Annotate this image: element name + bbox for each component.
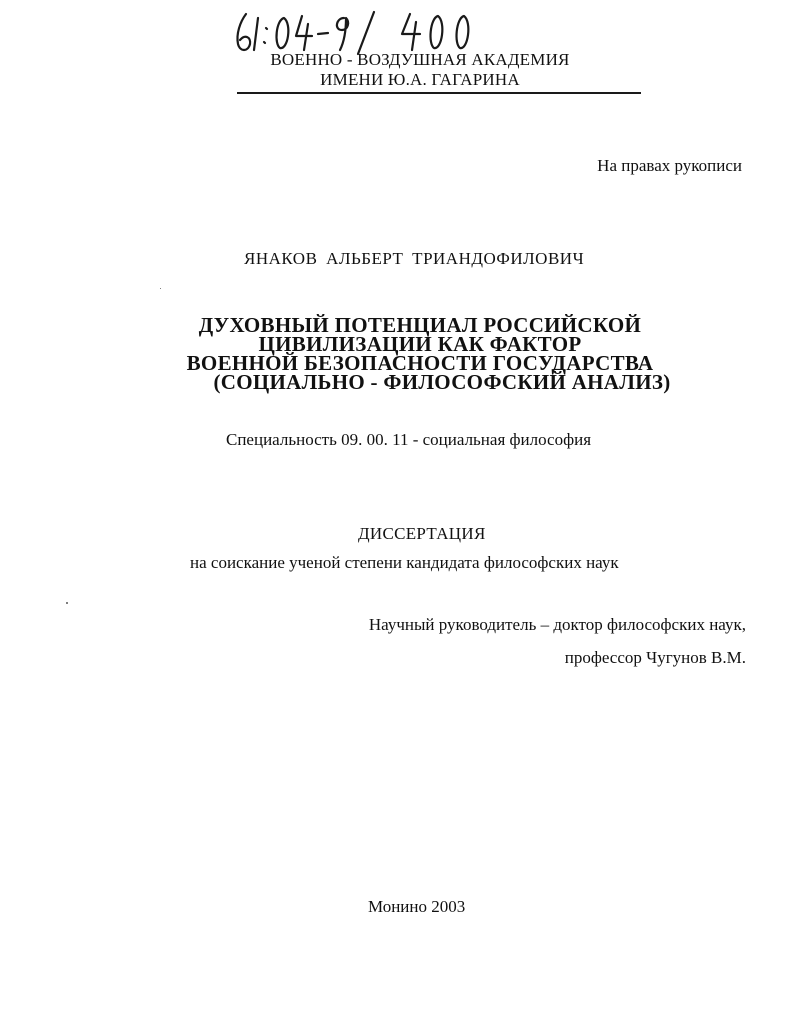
manuscript-rights-note: На правах рукописи bbox=[597, 156, 742, 175]
academy-line-2: ИМЕНИ Ю.А. ГАГАРИНА bbox=[320, 70, 520, 89]
advisor-line-1: Научный руководитель – доктор философских наук, bbox=[368, 615, 746, 634]
title-line-3: ВОЕННОЙ БЕЗОПАСНОСТИ ГОСУДАРСТВА bbox=[186, 351, 654, 375]
author-name: ЯНАКОВ АЛЬБЕРТ ТРИАНДОФИЛОВИЧ bbox=[244, 249, 585, 268]
speciality: Специальность 09. 00. 11 - социальная философия bbox=[226, 430, 592, 449]
title-line-2: ЦИВИЛИЗАЦИИ КАК ФАКТОР bbox=[258, 332, 582, 356]
header-rule bbox=[237, 92, 641, 94]
scan-speck bbox=[160, 288, 161, 289]
work-type: ДИССЕРТАЦИЯ bbox=[358, 524, 486, 543]
scan-speck bbox=[66, 602, 68, 604]
academy-name bbox=[230, 50, 610, 90]
advisor-line-2: профессор Чугунов В.М. bbox=[564, 648, 746, 667]
title-line-4: (СОЦИАЛЬНО - ФИЛОСОФСКИЙ АНАЛИЗ) bbox=[213, 370, 671, 394]
degree-sought: на соискание ученой степени кандидата философских наук bbox=[190, 553, 619, 572]
academy-line-1: ВОЕННО - ВОЗДУШНАЯ АКАДЕМИЯ bbox=[270, 50, 570, 69]
place-year: Монино 2003 bbox=[368, 897, 466, 916]
title-line-1: ДУХОВНЫЙ ПОТЕНЦИАЛ РОССИЙСКОЙ bbox=[198, 313, 642, 337]
dissertation-title bbox=[120, 313, 720, 394]
